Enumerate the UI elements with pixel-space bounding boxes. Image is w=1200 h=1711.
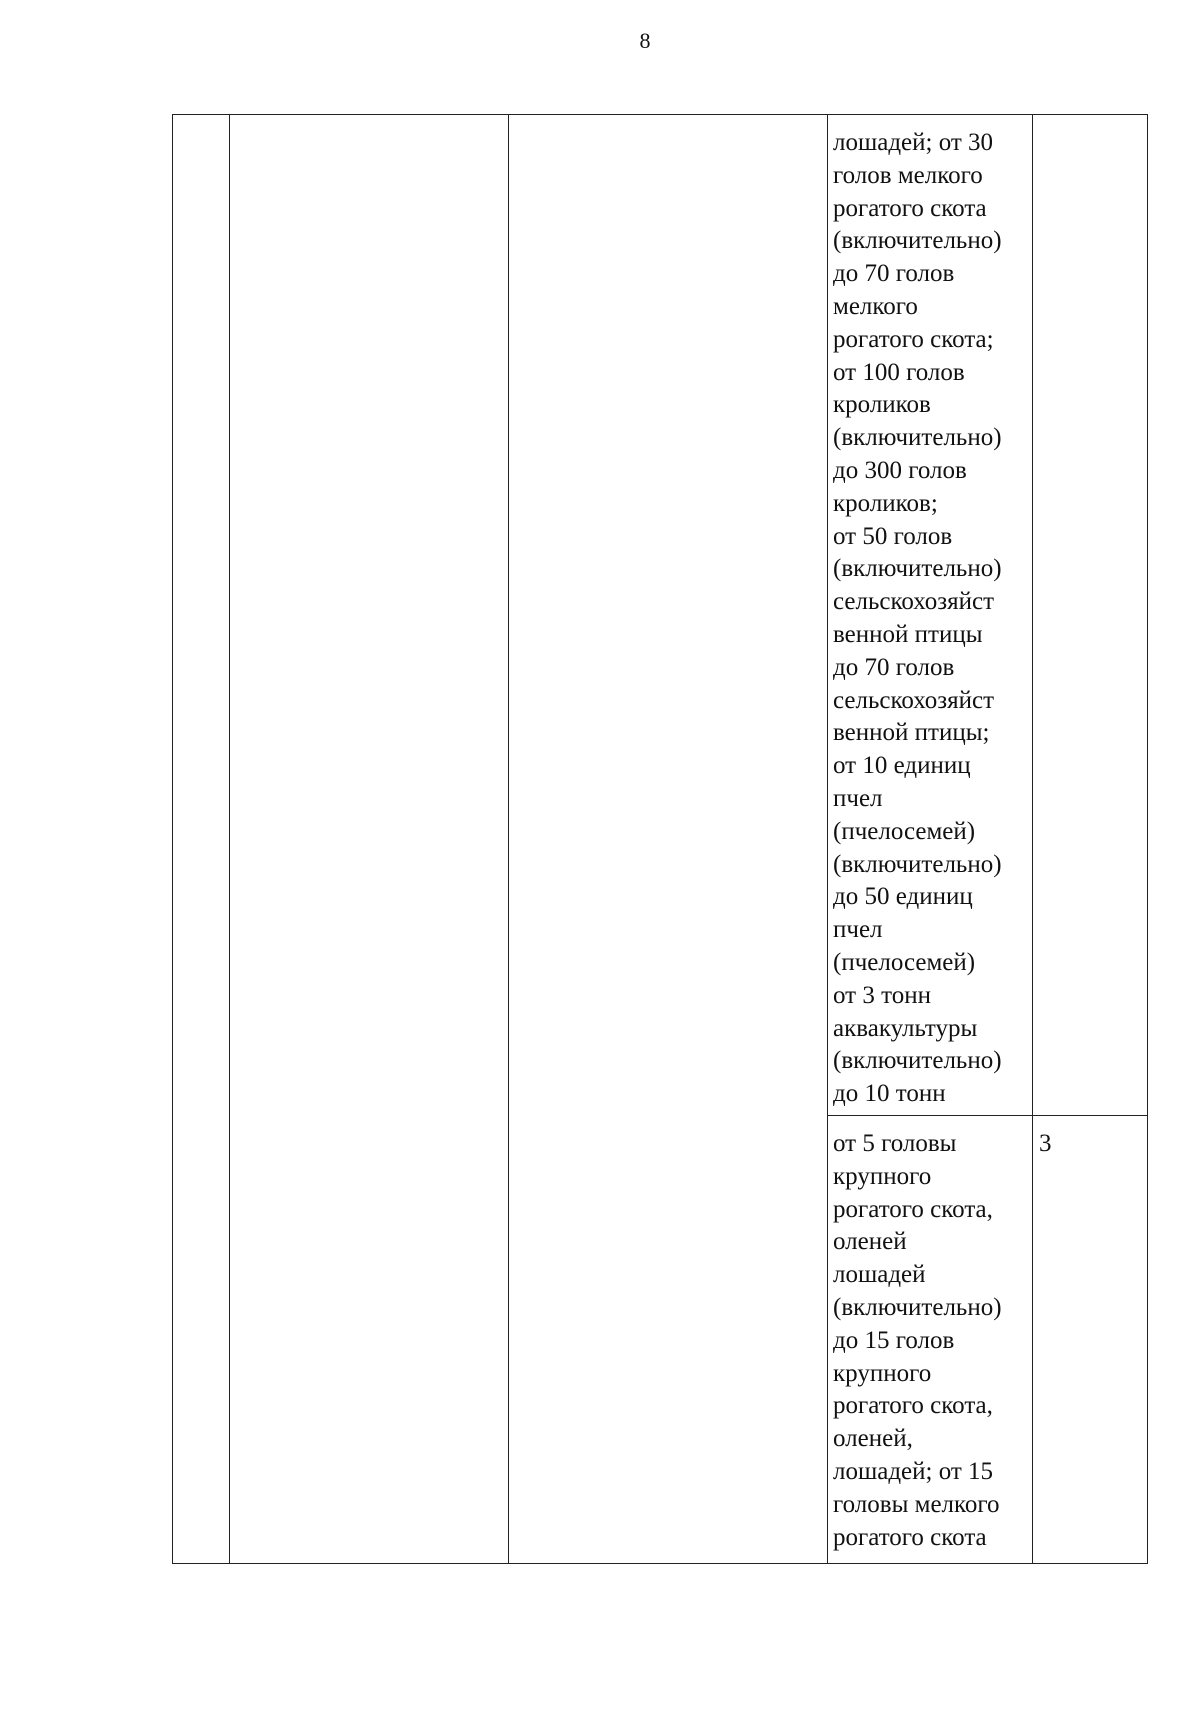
score-cell: [1033, 1116, 1148, 1564]
criteria-line: голов мелкого: [833, 161, 983, 189]
criteria-line: (включительно): [833, 424, 1002, 452]
criteria-line: (включительно): [833, 850, 1002, 878]
criteria-line: сельскохозяйст: [833, 686, 995, 714]
criteria-line: до 70 голов: [833, 260, 955, 288]
criteria-line: до 70 голов: [833, 653, 955, 681]
criteria-line: от 5 головы: [833, 1130, 957, 1157]
criteria-line: (включительно): [833, 555, 1002, 583]
criteria-line: оленей,: [833, 1425, 913, 1453]
criteria-line: кроликов: [833, 391, 931, 419]
page-number: 8: [639, 28, 651, 53]
criteria-line: от 3 тонн: [833, 981, 931, 1009]
criteria-table: [172, 114, 1148, 1564]
criteria-line: до 10 тонн: [833, 1080, 946, 1108]
criteria-line: венной птицы: [833, 620, 983, 648]
criteria-line: рогатого скота;: [833, 325, 994, 353]
criteria-line: рогатого скота,: [833, 1195, 993, 1223]
criteria-line: головы мелкого: [833, 1490, 1000, 1518]
criteria-line: крупного: [833, 1162, 932, 1190]
score-cell: [1033, 115, 1148, 1116]
criteria-line: от 10 единиц: [833, 752, 971, 780]
criteria-text: [828, 1116, 1032, 1554]
criteria-line: сельскохозяйст: [833, 588, 995, 616]
criteria-line: (пчелосемей): [833, 817, 976, 845]
criteria-cell: [828, 1116, 1033, 1564]
criteria-line: рогатого скота,: [833, 1392, 993, 1420]
criteria-line: (пчелосемей): [833, 948, 976, 976]
criteria-cell: [828, 115, 1033, 1116]
criteria-line: (включительно): [833, 1293, 1002, 1321]
criteria-line: пчел: [833, 784, 883, 812]
criteria-line: лошадей: [833, 1261, 926, 1289]
criteria-line: мелкого: [833, 292, 918, 320]
criteria-line: до 15 голов: [833, 1326, 955, 1354]
name-cell: [230, 115, 509, 1564]
criteria-line: рогатого скота: [833, 1523, 987, 1551]
criteria-line: пчел: [833, 916, 883, 944]
criteria-line: аквакультуры: [833, 1014, 978, 1042]
criteria-line: лошадей; от 15: [833, 1457, 994, 1485]
criteria-line: оленей: [833, 1228, 907, 1256]
description-cell: [509, 115, 828, 1564]
criteria-text: [828, 115, 1032, 1111]
criteria-line: до 50 единиц: [833, 883, 973, 911]
criteria-line: (включительно): [833, 1047, 1002, 1075]
score-value: 3: [1039, 1130, 1052, 1157]
criteria-line: (включительно): [833, 227, 1002, 255]
criteria-line: от 50 голов: [833, 522, 953, 550]
number-cell: [173, 115, 230, 1564]
criteria-line: лошадей; от 30: [833, 129, 994, 156]
criteria-line: до 300 голов: [833, 456, 967, 484]
score-value: [1033, 115, 1147, 127]
criteria-line: от 100 голов: [833, 358, 965, 386]
criteria-line: крупного: [833, 1359, 932, 1387]
table-row: [173, 115, 1148, 1116]
criteria-line: венной птицы;: [833, 719, 990, 747]
criteria-line: рогатого скота: [833, 194, 987, 222]
criteria-line: кроликов;: [833, 489, 938, 517]
